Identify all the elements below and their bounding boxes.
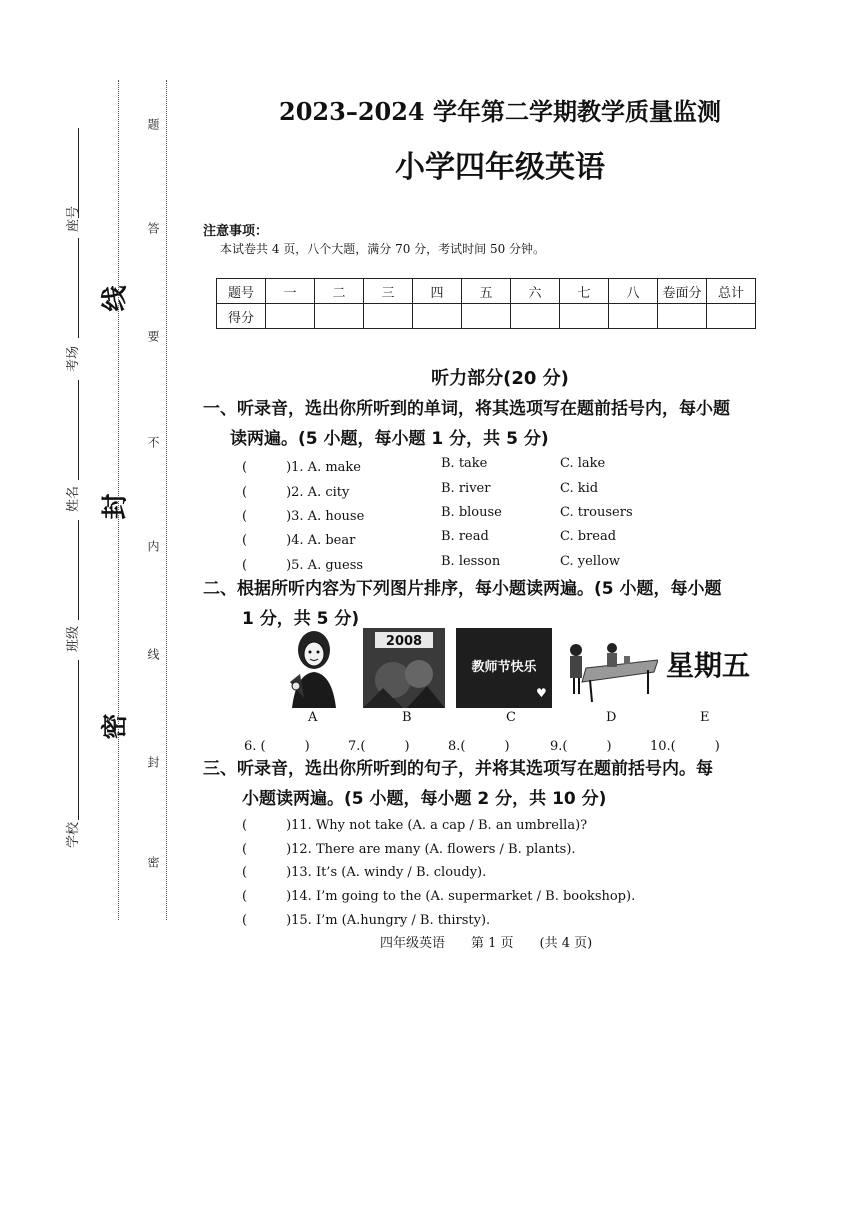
section3-instruction-line1: 三、听录音，选出你所听到的句子，并将其选项写在题前括号内。每: [203, 759, 713, 779]
warning-char: 线: [146, 648, 160, 660]
question-option-b: B. take: [441, 456, 488, 471]
score-cell: 卷面分: [658, 279, 707, 304]
margin-label-class: 班级: [66, 625, 81, 652]
question-option-b: B. blouse: [441, 505, 502, 520]
picture-c-teachers-day-card: [456, 628, 552, 708]
margin-label-school: 学校: [66, 821, 81, 848]
seal-char-line: 线: [100, 285, 131, 312]
score-cell: 七: [560, 279, 609, 304]
question-option-c: C. yellow: [560, 554, 621, 569]
answer-blank[interactable]: 7.( ): [348, 739, 410, 754]
question-option-b: B. read: [441, 529, 489, 544]
score-input-cell[interactable]: [658, 304, 707, 329]
score-input-cell[interactable]: [266, 304, 315, 329]
picture-a-woman: [282, 628, 346, 708]
section2-instruction-line2: 1 分，共 5 分): [242, 609, 360, 629]
teachers-day-text: 教师节快乐: [471, 660, 537, 675]
answer-blank[interactable]: 10.( ): [650, 739, 720, 754]
score-table: [216, 278, 756, 329]
score-table-header-row: [217, 279, 756, 304]
answer-blank[interactable]: 6. ( ): [244, 739, 310, 754]
margin-line: [78, 660, 79, 820]
sentence-question[interactable]: ( )11. Why not take (A. a cap / B. an umbrella)?: [242, 818, 588, 833]
score-cell: 总计: [707, 279, 756, 304]
warning-char: 内: [146, 540, 160, 552]
exam-title: 2023–2024 学年第二学期教学质量监测: [279, 97, 721, 126]
score-input-cell[interactable]: [413, 304, 462, 329]
score-input-cell[interactable]: [462, 304, 511, 329]
question-option-b: B. river: [441, 481, 491, 496]
section2-instruction-line1: 二、根据所听内容为下列图片排序，每小题读两遍。(5 小题，每小题: [203, 579, 722, 599]
score-cell: 四: [413, 279, 462, 304]
score-input-cell[interactable]: [707, 304, 756, 329]
warning-char: 密: [146, 856, 160, 868]
question-option-c: C. kid: [560, 481, 599, 496]
sentence-question[interactable]: ( )15. I’m (A.hungry / B. thirsty).: [242, 913, 491, 928]
section1-instruction-line1: 一、听录音，选出你所听到的单词，将其选项写在题前括号内，每小题: [203, 399, 730, 419]
exam-subtitle: 小学四年级英语: [395, 150, 605, 185]
heart-icon: ♥: [536, 686, 547, 700]
question-option-b: B. lesson: [441, 554, 501, 569]
friday-text: 星期五: [666, 649, 751, 682]
margin-line: [78, 380, 79, 480]
seal-char-secret: 密: [100, 713, 131, 740]
score-input-cell[interactable]: [364, 304, 413, 329]
warning-char: 题: [146, 118, 160, 130]
question-option-c: C. trousers: [560, 505, 633, 520]
kids-table-illustration: [566, 628, 658, 708]
picture-e-friday: [666, 628, 766, 708]
seal-char-seal: 封: [100, 493, 131, 520]
answer-blank[interactable]: 9.( ): [550, 739, 612, 754]
question-option-a[interactable]: ( )2. A. city: [242, 485, 350, 500]
section1-instruction-line2: 读两遍。(5 小题，每小题 1 分，共 5 分): [230, 429, 549, 449]
score-cell: 六: [511, 279, 560, 304]
sentence-question[interactable]: ( )12. There are many (A. flowers / B. plants).: [242, 842, 576, 857]
page-footer: 四年级英语 第 1 页 (共 4 页): [380, 936, 593, 951]
margin-line: [78, 238, 79, 338]
answer-blank[interactable]: 8.( ): [448, 739, 510, 754]
listening-title: 听力部分(20 分): [431, 368, 569, 389]
score-input-cell[interactable]: [560, 304, 609, 329]
picture-b-dark-scene: [363, 628, 445, 708]
margin-label-seat: 座号: [66, 205, 81, 232]
picture-b-text: 2008: [385, 634, 423, 649]
question-option-a[interactable]: ( )1. A. make: [242, 460, 361, 475]
picture-d-kids-table: [566, 628, 658, 708]
question-option-a[interactable]: ( )5. A. guess: [242, 558, 364, 573]
sentence-question[interactable]: ( )14. I’m going to the (A. supermarket / B. bookshop).: [242, 889, 636, 904]
score-input-cell[interactable]: [609, 304, 658, 329]
score-cell: 五: [462, 279, 511, 304]
dotted-cut-line: [166, 80, 167, 920]
woman-illustration: [282, 628, 346, 708]
picture-label: D: [606, 710, 617, 725]
scene-illustration: [363, 628, 445, 708]
question-option-c: C. lake: [560, 456, 606, 471]
picture-label: B: [402, 710, 412, 725]
warning-char: 要: [146, 330, 160, 342]
score-input-cell[interactable]: [315, 304, 364, 329]
score-cell: 题号: [217, 279, 266, 304]
score-input-cell[interactable]: [511, 304, 560, 329]
score-cell: 八: [609, 279, 658, 304]
warning-char: 不: [146, 436, 160, 448]
margin-label-room: 考场: [66, 345, 81, 372]
margin-label-name: 姓名: [66, 485, 81, 512]
score-row-label: 得分: [217, 304, 266, 329]
margin-line: [78, 128, 79, 218]
notice-heading: 注意事项：: [203, 224, 269, 239]
picture-label: A: [308, 710, 318, 725]
score-cell: 一: [266, 279, 315, 304]
section3-instruction-line2: 小题读两遍。(5 小题，每小题 2 分，共 10 分): [242, 789, 607, 809]
margin-line: [78, 520, 79, 620]
score-cell: 三: [364, 279, 413, 304]
picture-label: E: [700, 710, 710, 725]
question-option-a[interactable]: ( )3. A. house: [242, 509, 365, 524]
question-option-c: C. bread: [560, 529, 617, 544]
picture-label: C: [506, 710, 516, 725]
question-option-a[interactable]: ( )4. A. bear: [242, 533, 356, 548]
warning-char: 答: [146, 222, 160, 234]
notice-text: 本试卷共 4 页，八个大题，满分 70 分，考试时间 50 分钟。: [220, 242, 546, 256]
score-table-score-row: [217, 304, 756, 329]
sentence-question[interactable]: ( )13. It’s (A. windy / B. cloudy).: [242, 865, 487, 880]
warning-char: 封: [146, 756, 160, 768]
score-cell: 二: [315, 279, 364, 304]
dotted-cut-line: [118, 80, 119, 920]
